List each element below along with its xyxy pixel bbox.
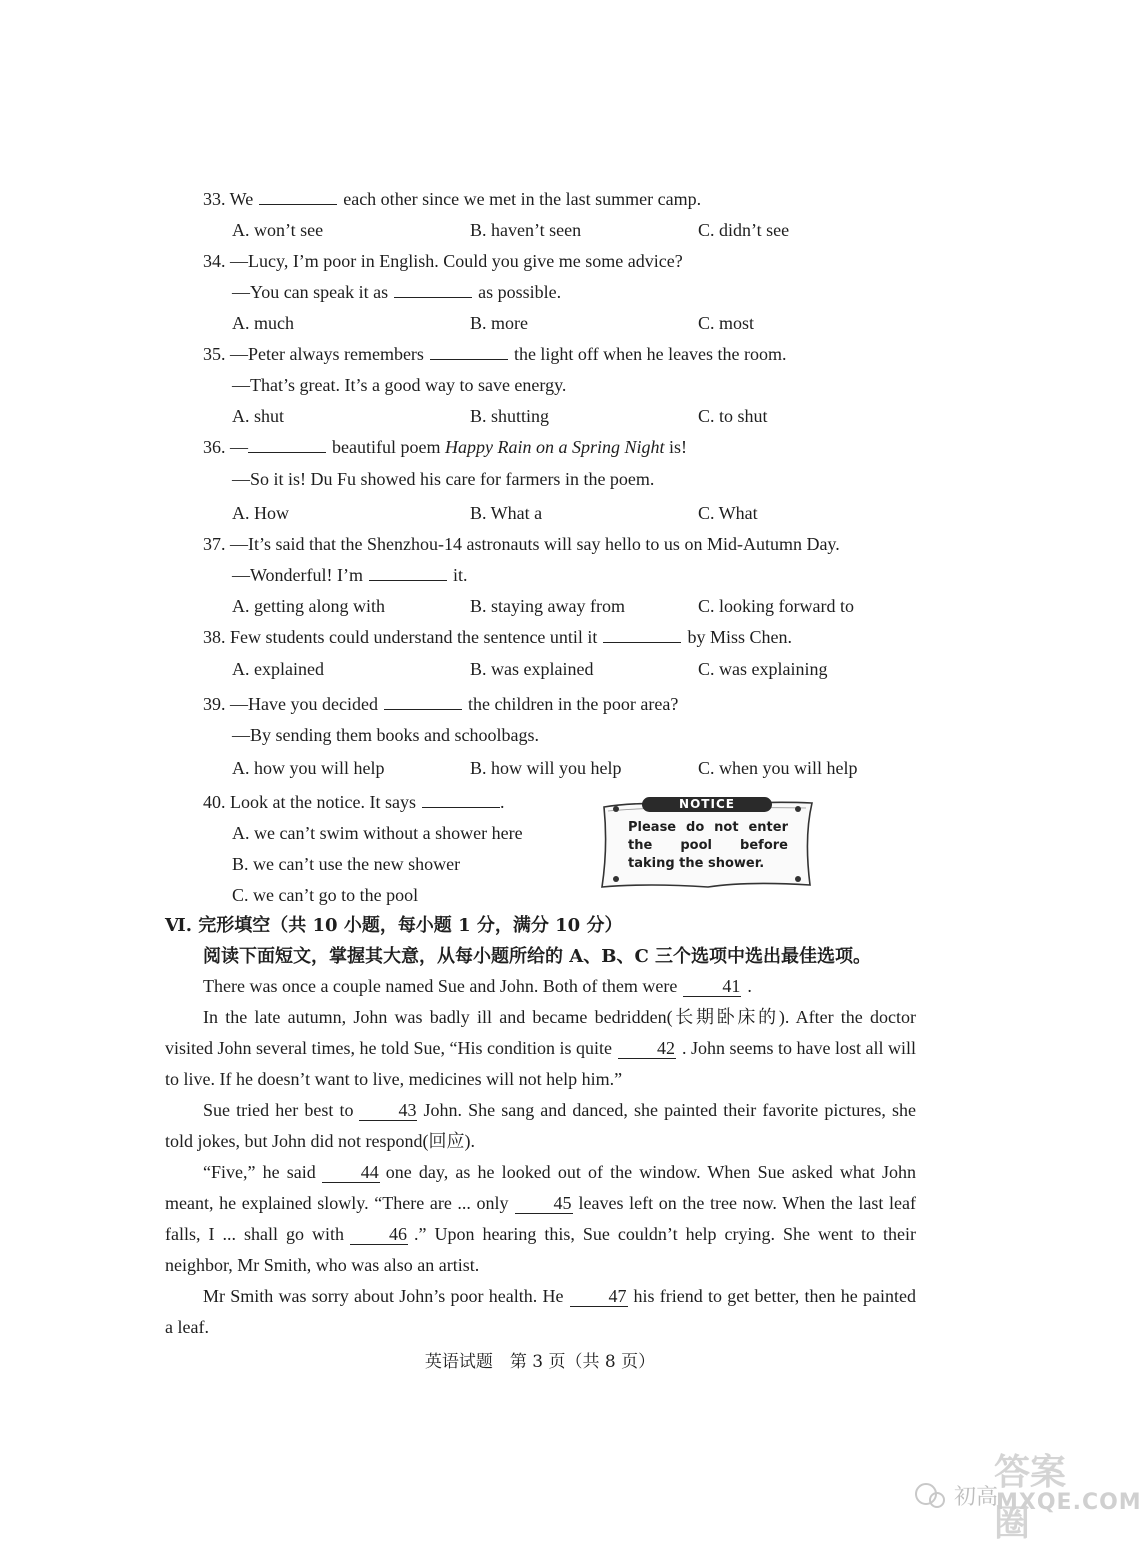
q33-option-c: C. didn’t see — [698, 220, 790, 240]
p2-text-b: . John seems to have lost all will to live. If he doesn’t want to live, medicines will not help him.” — [165, 1038, 916, 1089]
blank-46: 46 — [350, 1224, 408, 1245]
section-6-heading-text: Ⅵ. 完形填空（共 10 小题，每小题 1 分，满分 10 分） — [165, 915, 623, 936]
q40-option-a: A. we can’t swim without a shower here — [232, 823, 523, 843]
q35-stem-start: 35. —Peter always remembers — [203, 344, 424, 364]
section-6-instruction — [203, 945, 871, 968]
notice-title: NOTICE — [642, 797, 772, 812]
q36-option-a: A. How — [232, 503, 289, 523]
q40-stem — [203, 791, 504, 813]
q37-option-c: C. looking forward to — [698, 596, 854, 616]
q39-option-c: C. when you will help — [698, 758, 858, 778]
q34-response-start: —You can speak it as — [232, 282, 389, 302]
q38-option-c: C. was explaining — [698, 659, 828, 679]
passage-paragraph-3 — [165, 1095, 916, 1157]
page-footer: 英语试题 第 3 页（共 8 页） — [424, 1352, 656, 1372]
q40-stem-start: 40. Look at the notice. It says — [203, 792, 416, 812]
passage-paragraph-5 — [165, 1281, 916, 1343]
watermark-text-1: 初高 — [954, 1485, 999, 1510]
q33-blank — [259, 188, 337, 205]
q37-blank — [369, 564, 447, 581]
p4-text-a: “Five,” he said — [203, 1162, 316, 1182]
q38-blank — [603, 626, 681, 643]
p2-text-a: In the late autumn, John was badly ill and became bedridden(长期卧床的). After the doctor visited John several times, he told Sue, “His condition is quite — [165, 1007, 916, 1058]
q35-option-a: A. shut — [232, 406, 285, 426]
p4-text-d: .” Upon hearing this, Sue couldn’t help crying. She went to their neighbor, Mr Smith, who was also an artist. — [165, 1224, 916, 1275]
q38-option-b: B. was explained — [470, 659, 594, 679]
q39-response: —By sending them books and schoolbags. — [232, 725, 539, 745]
q37-response-end: it. — [453, 565, 468, 585]
q38-stem-end: by Miss Chen. — [687, 627, 792, 647]
q35-option-b: B. shutting — [470, 406, 550, 426]
q40-option-c: C. we can’t go to the pool — [232, 885, 419, 905]
q35-response: —That’s great. It’s a good way to save energy. — [232, 375, 567, 395]
q36-stem-end: is! — [668, 437, 687, 457]
q37-stem: 37. —It’s said that the Shenzhou-14 astronauts will say hello to us on Mid-Autumn Day. — [203, 534, 840, 554]
q40-stem-end: . — [499, 792, 505, 812]
notice-text: Please do not enter the pool before taking the shower. — [628, 820, 788, 871]
q37-option-b: B. staying away from — [470, 596, 625, 616]
q39-stem — [203, 693, 678, 715]
section-6-heading — [165, 914, 622, 937]
q35-blank — [430, 343, 508, 360]
watermark-logo — [902, 1442, 1142, 1544]
q35-option-c: C. to shut — [698, 406, 768, 426]
passage-paragraph-4 — [165, 1157, 916, 1281]
q36-response: —So it is! Du Fu showed his care for farmers in the poem. — [232, 469, 655, 489]
q34-option-c: C. most — [698, 313, 755, 333]
q33-stem — [203, 188, 701, 210]
p3-text-b: John. She sang and danced, she painted their favorite pictures, she told jokes, but John did not respond(回应). — [165, 1100, 917, 1151]
q40-option-b: B. we can’t use the new shower — [232, 854, 461, 874]
q34-option-a: A. much — [232, 313, 294, 333]
q33-stem-end: each other since we met in the last summer camp. — [343, 189, 702, 209]
q36-stem — [203, 436, 687, 458]
q34-blank — [394, 281, 472, 298]
q33-option-a: A. won’t see — [232, 220, 324, 240]
q39-blank — [384, 693, 462, 710]
q37-response-start: —Wonderful! I’m — [232, 565, 364, 585]
q34-response-end: as possible. — [478, 282, 562, 302]
p1-text-a: There was once a couple named Sue and John. Both of them were — [203, 976, 678, 996]
blank-42: 42 — [618, 1038, 676, 1059]
q40-blank — [422, 791, 500, 808]
q36-option-c: C. What — [698, 503, 758, 523]
q38-option-a: A. explained — [232, 659, 324, 679]
notice-sign — [598, 797, 816, 891]
q39-stem-start: 39. —Have you decided — [203, 694, 378, 714]
section-6-instruction-text: 阅读下面短文，掌握其大意，从每小题所给的 A、B、C 三个选项中选出最佳选项。 — [203, 946, 872, 967]
q38-stem-start: 38. Few students could understand the sentence until it — [203, 627, 598, 647]
p5-text-a: Mr Smith was sorry about John’s poor health. He — [203, 1286, 564, 1306]
q35-stem — [203, 343, 787, 365]
q36-poem-title: Happy Rain on a Spring Night — [444, 437, 665, 457]
q37-option-a: A. getting along with — [232, 596, 385, 616]
q34-stem: 34. —Lucy, I’m poor in English. Could you give me some advice? — [203, 251, 683, 271]
passage-paragraph-1 — [165, 971, 916, 1002]
watermark-text-3: MXQE.COM — [996, 1490, 1142, 1515]
cloze-passage — [165, 971, 916, 1343]
q34-response — [232, 281, 561, 303]
q36-option-b: B. What a — [470, 503, 543, 523]
q33-stem-start: 33. We — [203, 189, 254, 209]
q36-stem-start: 36. — — [203, 437, 248, 457]
q33-option-b: B. haven’t seen — [470, 220, 582, 240]
q37-response — [232, 564, 468, 586]
q39-option-b: B. how will you help — [470, 758, 622, 778]
p4-text-c: leaves left on the tree now. When the last leaf falls, I ... shall go with — [165, 1193, 916, 1244]
q39-option-a: A. how you will help — [232, 758, 385, 778]
blank-47: 47 — [570, 1286, 628, 1307]
q36-blank — [248, 436, 326, 453]
blank-41: 41 — [683, 976, 741, 997]
q38-stem — [203, 626, 792, 648]
q34-option-b: B. more — [470, 313, 528, 333]
blank-45: 45 — [515, 1193, 573, 1214]
q39-stem-end: the children in the poor area? — [467, 694, 679, 714]
p5-text-b: his friend to get better, then he painted a leaf. — [165, 1286, 916, 1337]
p1-text-b: . — [747, 976, 752, 996]
watermark-text-2: 答案圈 — [994, 1452, 1067, 1544]
blank-43: 43 — [359, 1100, 417, 1121]
q35-stem-end: the light off when he leaves the room. — [513, 344, 787, 364]
p4-text-b: one day, as he looked out of the window. When Sue asked what John meant, he explained slowly. “There are ... only — [165, 1162, 917, 1213]
blank-44: 44 — [322, 1162, 380, 1183]
p3-text-a: Sue tried her best to — [203, 1100, 354, 1120]
q36-stem-mid: beautiful poem — [332, 437, 441, 457]
passage-paragraph-2 — [165, 1002, 916, 1095]
